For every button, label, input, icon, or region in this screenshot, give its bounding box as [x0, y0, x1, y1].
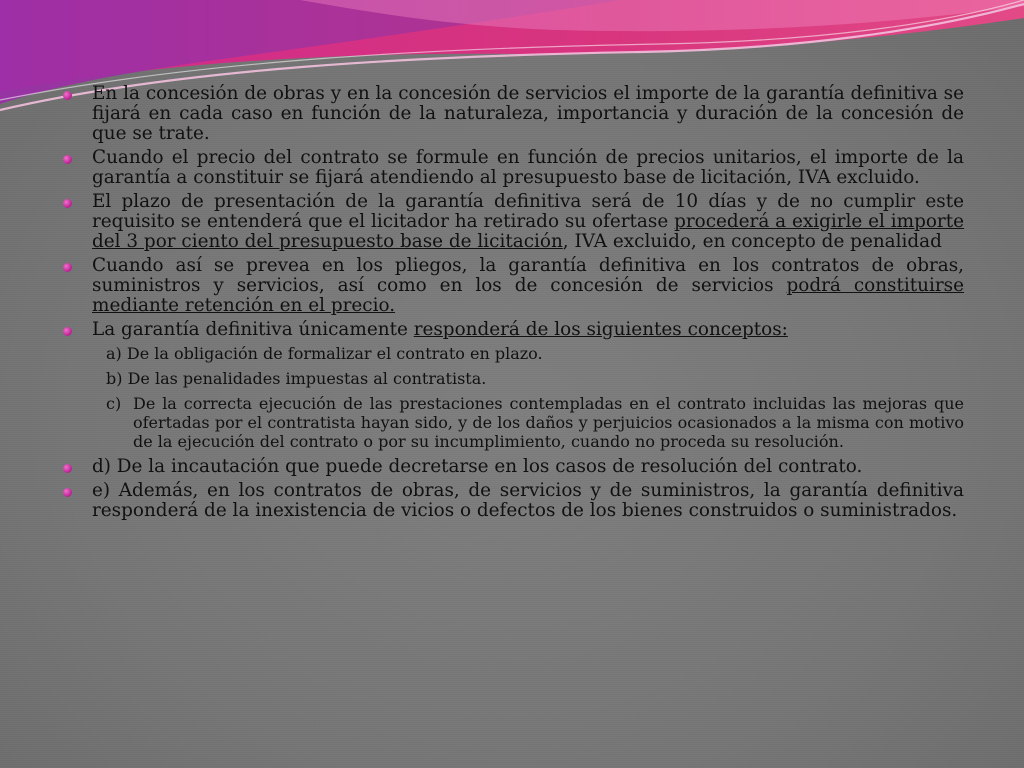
bullet-item — [60, 84, 964, 144]
bullet-text: La garantía definitiva únicamente — [92, 319, 414, 340]
sub-item-marker: c) — [106, 394, 122, 413]
bullet-text: En la concesión de obras y en la concesión de servicios el importe de la garantía definitiva se fijará en cada caso en función de la naturaleza, importancia y duración de la concesión de que se trate. — [92, 83, 964, 144]
bullet-text: , IVA excluido, en concepto de penalidad — [562, 231, 942, 252]
sub-item — [60, 344, 964, 363]
bullet-item — [60, 192, 964, 252]
bullet-item — [60, 320, 964, 340]
bullet-text: Cuando el precio del contrato se formule en función de precios unitarios, el importe de la garantía a constituir se fijará atendiendo al presupuesto base de licitación, IVA excluido. — [92, 147, 964, 188]
sub-item-text: b) De las penalidades impuestas al contratista. — [106, 369, 487, 388]
bullet-text: Cuando así se prevea en los pliegos, la garantía definitiva en los contratos de obras, suministros y servicios, así como en los de concesión de servicios — [92, 255, 964, 296]
bullet-item — [60, 148, 964, 188]
bullet-dot-icon — [63, 91, 72, 100]
bullet-text-underlined: responderá de los siguientes conceptos: — [413, 319, 788, 340]
bullet-item — [60, 481, 964, 521]
bullet-text-underlined: procederá a exigirle el importe del 3 por ciento del presupuesto base de licitación — [92, 211, 964, 252]
bullet-dot-icon — [63, 199, 72, 208]
bullet-item — [60, 256, 964, 316]
bullet-dot-icon — [63, 488, 72, 497]
bullet-dot-icon — [63, 263, 72, 272]
bullet-text: d) De la incautación que puede decretarse en los casos de resolución del contrato. — [92, 456, 863, 477]
bullet-text: e) Además, en los contratos de obras, de servicios y de suministros, la garantía definitiva responderá de la inexistencia de vicios o defectos de los bienes construidos o suministrados. — [92, 480, 964, 521]
bullet-text: El plazo de presentación de la garantía definitiva será de 10 días y de no cumplir este requisito se entenderá que el licitador ha retirado su ofertase — [92, 191, 964, 232]
bullet-dot-icon — [63, 327, 72, 336]
bullet-dot-icon — [63, 464, 72, 473]
sub-item — [60, 394, 964, 451]
sub-item-text: a) De la obligación de formalizar el contrato en plazo. — [106, 344, 543, 363]
sub-item — [60, 369, 964, 388]
bullet-item — [60, 457, 964, 477]
sub-item-text: De la correcta ejecución de las prestaciones contempladas en el contrato incluidas las mejoras que ofertadas por el contratista hayan sido, y de los daños y perjuicios ocasionados a la misma con motivo de la ejecución del contrato o por su incumplimiento, cuando no proceda su resolución. — [133, 394, 964, 451]
bullet-dot-icon — [63, 155, 72, 164]
slide-content — [60, 84, 964, 525]
bullet-text-underlined: podrá constituirse mediante retención en el precio. — [92, 275, 964, 316]
